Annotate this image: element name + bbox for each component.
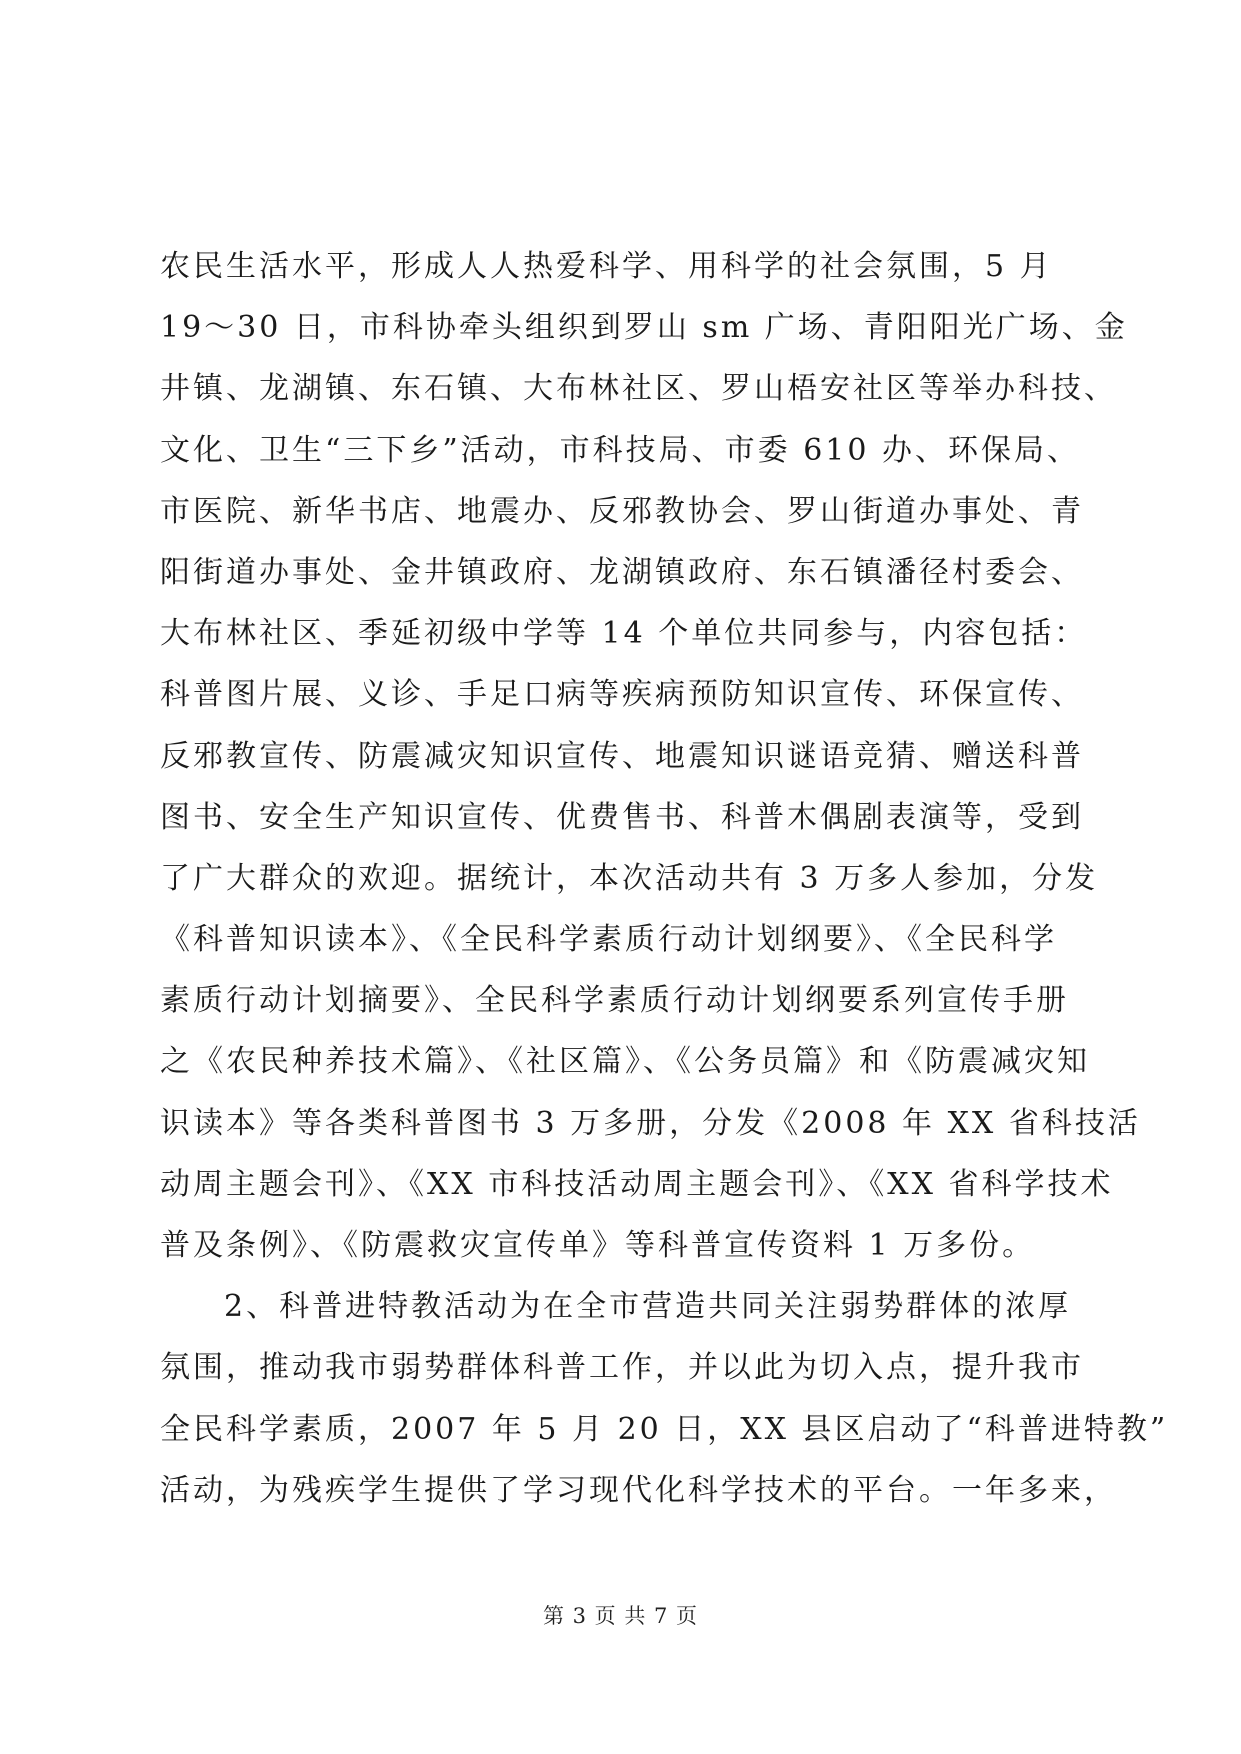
- paragraph-2: [160, 1276, 1169, 1521]
- text-line: 动周主题会刊》、《XX 市科技活动周主题会刊》、《XX 省科学技术: [160, 1166, 1114, 1202]
- text-line: 大布林社区、季延初级中学等 14 个单位共同参与，内容包括：: [160, 616, 1088, 652]
- text-line: 科普图片展、义诊、手足口病等疾病预防知识宣传、环保宣传、: [160, 677, 1084, 713]
- text-line: 市医院、新华书店、地震办、反邪教协会、罗山街道办事处、青: [160, 493, 1084, 529]
- text-line: 普及条例》、《防震救灾宣传单》等科普宣传资料 1 万多份。: [160, 1228, 1036, 1263]
- text-line: 识读本》等各类科普图书 3 万多册，分发《2008 年 XX 省科技活: [160, 1105, 1141, 1141]
- text-line: 《科普知识读本》、《全民科学素质行动计划纲要》、《全民科学: [160, 922, 1057, 958]
- page-number: 第 3 页 共 7 页: [542, 1604, 699, 1628]
- text-line: 农民生活水平，形成人人热爱科学、用科学的社会氛围，5 月: [160, 249, 1053, 284]
- text-line: 活动，为残疾学生提供了学习现代化科学技术的平台。一年多来，: [160, 1472, 1117, 1508]
- text-line: 2、科普进特教活动为在全市营造共同关注弱势群体的浓厚: [224, 1289, 1072, 1325]
- text-line: 阳街道办事处、金井镇政府、龙湖镇政府、东石镇潘径村委会、: [160, 554, 1084, 590]
- text-line: 19～30 日，市科协牵头组织到罗山 sm 广场、青阳阳光广场、金: [160, 310, 1128, 346]
- page-footer: [0, 1600, 1241, 1630]
- text-line: 反邪教宣传、防震减灾知识宣传、地震知识谜语竞猜、赠送科普: [160, 738, 1084, 774]
- text-line: 图书、安全生产知识宣传、优费售书、科普木偶剧表演等，受到: [160, 799, 1084, 835]
- text-line: 素质行动计划摘要》、全民科学素质行动计划纲要系列宣传手册: [160, 983, 1069, 1019]
- text-line: 氛围，推动我市弱势群体科普工作，并以此为切入点，提升我市: [160, 1350, 1084, 1386]
- text-line: 井镇、龙湖镇、东石镇、大布林社区、罗山梧安社区等举办科技、: [160, 371, 1117, 407]
- paragraph-1: [160, 236, 1141, 1276]
- text-line: 了广大群众的欢迎。据统计，本次活动共有 3 万多人参加，分发: [160, 860, 1099, 896]
- document-body: [160, 236, 1169, 1521]
- text-line: 文化、卫生“三下乡”活动，市科技局、市委 610 办、环保局、: [160, 432, 1081, 468]
- text-line: 全民科学素质，2007 年 5 月 20 日，XX 县区启动了“科普进特教”: [160, 1411, 1169, 1447]
- text-line: 之《农民种养技术篇》、《社区篇》、《公务员篇》和《防震减灾知: [160, 1044, 1090, 1080]
